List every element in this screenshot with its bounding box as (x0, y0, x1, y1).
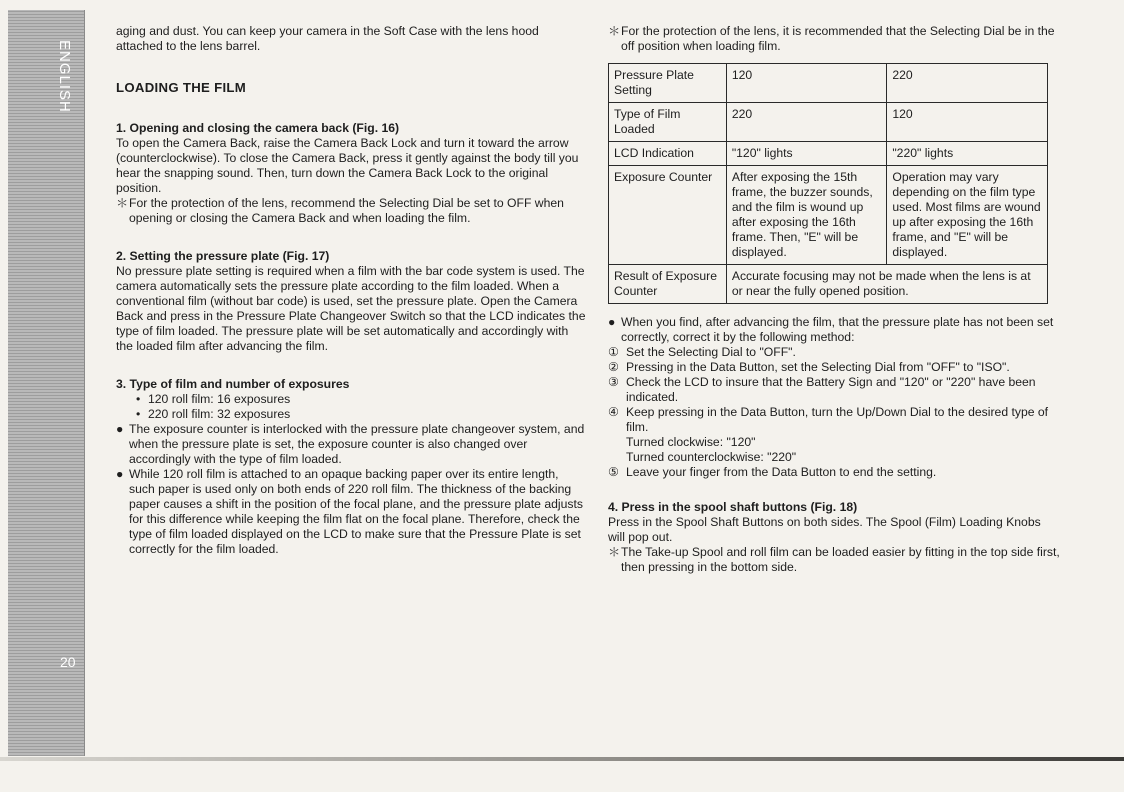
page-number: 20 (60, 654, 76, 670)
right-column (608, 24, 1060, 575)
section-2-title: 2. Setting the pressure plate (Fig. 17) (116, 249, 330, 263)
bullet-paragraph-text: When you find, after advancing the film, that the pressure plate has not been set correctly, correct it by the following method: (621, 315, 1054, 344)
step-text: Pressing in the Data Button, set the Selecting Dial from "OFF" to "ISO". (626, 360, 1010, 374)
table-cell: "120" lights (726, 142, 887, 166)
table-cell: After exposing the 15th frame, the buzzer sounds, and the film is wound up after exposing the 16th frame. Then, "E" will be displayed. (726, 166, 887, 265)
top-note (608, 24, 1060, 54)
table-cell: Pressure Plate Setting (609, 64, 727, 103)
table-cell: Operation may vary depending on the film type used. Most films are wound up after exposing the 16th frame, and "E" will be displayed. (887, 166, 1048, 265)
step-number-icon: ④ (608, 405, 619, 419)
table-row (609, 142, 1048, 166)
section-3 (116, 377, 586, 557)
bullet-paragraph (116, 467, 586, 557)
step-text: Keep pressing in the Data Button, turn the Up/Down Dial to the desired type of film. (626, 405, 1049, 434)
list-item (136, 407, 586, 422)
bullet-paragraph-text: While 120 roll film is attached to an opaque backing paper over its entire length, such paper is used only on both ends of 220 roll film. The thickness of the backing paper causes a shift in the position of the focal plane, and the pressure plate adjusts for this difference while keeping the film flat on the focal plane. Therefore, check the type of film loaded displayed on the LCD to make sure that the Pressure Plate is set correctly for the film loaded. (129, 467, 583, 556)
section-1-note-text: For the protection of the lens, recommend the Selecting Dial be set to OFF when opening or closing the Camera Back and when loading the film. (129, 196, 564, 225)
section-2-body: No pressure plate setting is required when a film with the bar code system is used. The camera automatically sets the pressure plate according to the film loaded. When a conventional film (without bar code) is used, set the pressure plate. Open the Camera Back and press in the Pressure Plate Changeover Switch so that the LCD indicates the type of film loaded. The pressure plate will be set automatically and accordingly with the loaded film after advancing the film. (116, 264, 586, 353)
step-text: Leave your finger from the Data Button to end the setting. (626, 465, 937, 479)
step-item (608, 345, 1060, 360)
section-1-body: To open the Camera Back, raise the Camera Back Lock and turn it toward the arrow (counterclockwise). To close the Camera Back, press it gently against the body till you hear the snapping sound. Then, turn down the Camera Back Lock to the original position. (116, 136, 579, 195)
section-4-body: Press in the Spool Shaft Buttons on both sides. The Spool (Film) Loading Knobs will pop out. (608, 515, 1041, 544)
bullet-icon: ● (116, 467, 124, 481)
step-item (608, 360, 1060, 375)
step-item (608, 405, 1060, 435)
table-cell: 220 (887, 64, 1048, 103)
step-number-icon: ① (608, 345, 619, 359)
asterisk-icon: ＊ (608, 24, 621, 38)
step-number-icon: ③ (608, 375, 619, 389)
step-number-icon: ⑤ (608, 465, 619, 479)
bullet-paragraph (608, 315, 1060, 345)
language-side-tab (8, 10, 85, 756)
intro-text: aging and dust. You can keep your camera in the Soft Case with the lens hood attached to the lens barrel. (116, 24, 539, 53)
section-3-title: 3. Type of film and number of exposures (116, 377, 350, 391)
language-label: ENGLISH (56, 40, 73, 113)
bullet-icon: • (136, 392, 141, 406)
table-cell: Accurate focusing may not be made when the lens is at or near the fully opened position. (726, 265, 1047, 304)
section-4-title: 4. Press in the spool shaft buttons (Fig. 18) (608, 500, 858, 514)
section-1-note (116, 196, 586, 226)
step-item (608, 375, 1060, 405)
section-heading: LOADING THE FILM (116, 80, 247, 95)
step-number-icon: ② (608, 360, 619, 374)
list-item (136, 392, 586, 407)
table-row (609, 166, 1048, 265)
table-cell: "220" lights (887, 142, 1048, 166)
step-text: Check the LCD to insure that the Battery Sign and "120" or "220" have been indicated. (626, 375, 1036, 404)
table-row (609, 103, 1048, 142)
bullet-icon: ● (116, 422, 124, 436)
section-4-note-text: The Take-up Spool and roll film can be loaded easier by fitting in the top side first, then pressing in the bottom side. (621, 545, 1060, 574)
bullet-paragraph-text: The exposure counter is interlocked with the pressure plate changeover system, and when the pressure plate is set, the exposure counter is also changed over accordingly with the type of film loaded. (129, 422, 585, 466)
asterisk-icon: ＊ (116, 196, 129, 210)
page-bottom-edge (0, 757, 1124, 761)
pressure-plate-table (608, 63, 1048, 304)
section-2 (116, 249, 586, 354)
step-text: Set the Selecting Dial to "OFF". (626, 345, 796, 359)
table-cell: Type of Film Loaded (609, 103, 727, 142)
step-item (608, 465, 1060, 480)
table-cell: 120 (887, 103, 1048, 142)
table-cell: LCD Indication (609, 142, 727, 166)
table-cell: Exposure Counter (609, 166, 727, 265)
list-item-text: 120 roll film: 16 exposures (148, 392, 291, 406)
top-note-text: For the protection of the lens, it is recommended that the Selecting Dial be in the off position when loading film. (621, 24, 1055, 53)
step-detail: Turned counterclockwise: "220" (626, 450, 797, 464)
section-1-title: 1. Opening and closing the camera back (Fig. 16) (116, 121, 400, 135)
table-row (609, 64, 1048, 103)
table-row (609, 265, 1048, 304)
bullet-paragraph (116, 422, 586, 467)
section-4-note (608, 545, 1060, 575)
asterisk-icon: ＊ (608, 545, 621, 559)
table-cell: Result of Exposure Counter (609, 265, 727, 304)
bullet-icon: • (136, 407, 141, 421)
table-cell: 120 (726, 64, 887, 103)
section-1 (116, 121, 586, 226)
bullet-icon: ● (608, 315, 616, 329)
left-column (116, 24, 586, 557)
list-item-text: 220 roll film: 32 exposures (148, 407, 291, 421)
step-detail: Turned clockwise: "120" (626, 435, 756, 449)
table-cell: 220 (726, 103, 887, 142)
